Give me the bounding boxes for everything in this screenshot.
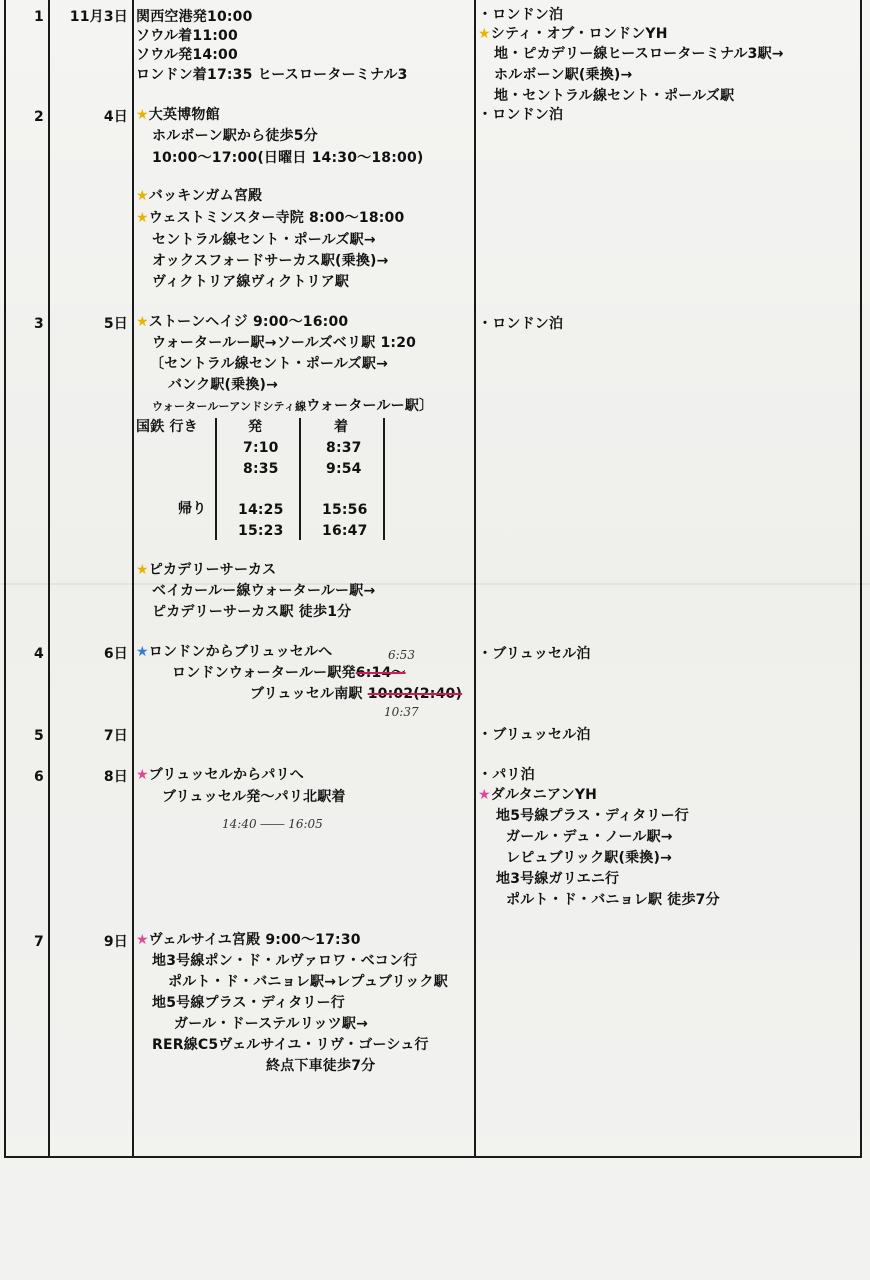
itinerary-line: ★ピカデリーサーカス <box>136 562 277 578</box>
timetable-label: 国鉄 行き <box>136 419 198 435</box>
lodging-line: ・ブリュッセル泊 <box>478 727 591 743</box>
column-divider <box>132 0 134 1158</box>
itinerary-line: 10:00〜17:00(日曜日 14:30〜18:00) <box>152 150 424 166</box>
timetable-cell: 8:37 <box>326 440 362 456</box>
row-date: 5日 <box>103 316 128 332</box>
handwritten-note: 10:37 <box>384 705 419 719</box>
lodging-line: ・ロンドン泊 <box>478 7 564 23</box>
timetable-header-departure: 発 <box>248 419 263 435</box>
itinerary-line: ★ストーンヘイジ 9:00〜16:00 <box>136 314 349 330</box>
row-date: 4日 <box>103 109 128 125</box>
star-icon: ★ <box>136 107 149 123</box>
timetable-divider <box>215 418 217 540</box>
itinerary-line: ホルボーン駅から徒歩5分 <box>152 128 318 144</box>
timetable-cell: 16:47 <box>322 523 368 539</box>
timetable-cell: 8:35 <box>243 461 279 477</box>
star-icon: ★ <box>136 188 149 204</box>
lodging-line: ホルボーン駅(乗換)→ <box>494 67 633 83</box>
column-divider <box>474 0 476 1158</box>
itinerary-line: ヴィクトリア線ヴィクトリア駅 <box>152 274 350 290</box>
lodging-line: ・ロンドン泊 <box>478 107 564 123</box>
row-date: 6日 <box>103 646 128 662</box>
itinerary-line: ガール・ドーステルリッツ駅→ <box>174 1016 369 1032</box>
itinerary-line: ベイカールー線ウォータールー駅→ <box>152 583 376 599</box>
itinerary-line: ウォータールー駅→ソールズベリ駅 1:20 <box>152 335 417 351</box>
timetable-cell: 7:10 <box>243 440 279 456</box>
row-number: 5 <box>34 728 44 744</box>
row-number: 2 <box>34 109 44 125</box>
timetable-return-label: 帰り <box>178 501 207 517</box>
itinerary-line: ★ヴェルサイユ宮殿 9:00〜17:30 <box>136 932 361 948</box>
itinerary-line: 地3号線ポン・ド・ルヴァロワ・ベコン行 <box>152 953 418 969</box>
lodging-line: ・パリ泊 <box>478 767 535 783</box>
lodging-line: レピュブリック駅(乗換)→ <box>506 850 673 866</box>
handwritten-note: 14:40 ―― 16:05 <box>222 817 323 831</box>
column-divider <box>48 0 50 1158</box>
row-date: 8日 <box>103 769 128 785</box>
itinerary-line: バンク駅(乗換)→ <box>168 377 279 393</box>
itinerary-line: ピカデリーサーカス駅 徒歩1分 <box>152 604 352 620</box>
itinerary-line: ロンドン着17:35 ヒースローターミナル3 <box>136 67 408 83</box>
lodging-line: 地5号線プラス・ディタリー行 <box>496 808 690 824</box>
row-number: 6 <box>34 769 44 785</box>
itinerary-line: ★ロンドンからブリュッセルへ <box>136 644 333 660</box>
row-date: 7日 <box>103 728 128 744</box>
itinerary-line: ★ウェストミンスター寺院 8:00〜18:00 <box>136 210 405 226</box>
row-date: 9日 <box>103 934 128 950</box>
row-number: 4 <box>34 646 44 662</box>
itinerary-line: 地5号線プラス・ディタリー行 <box>152 995 346 1011</box>
timetable-cell: 15:23 <box>238 523 284 539</box>
itinerary-line: ウォータールーアンドシティ線ウォータールー駅〕 <box>152 398 434 414</box>
fold-crease <box>0 583 870 585</box>
itinerary-line: ★バッキンガム宮殿 <box>136 188 263 204</box>
itinerary-line: RER線C5ヴェルサイユ・リヴ・ゴーシュ行 <box>152 1037 429 1053</box>
itinerary-line: ★大英博物館 <box>136 107 220 123</box>
row-number: 3 <box>34 316 44 332</box>
star-icon: ★ <box>136 562 149 578</box>
table-border-bottom <box>4 1156 862 1158</box>
lodging-line: 地3号線ガリエニ行 <box>496 871 620 887</box>
timetable-divider <box>299 418 301 540</box>
timetable-header-arrival: 着 <box>334 419 349 435</box>
itinerary-line: ロンドンウォータールー駅発6:14〜 <box>172 665 406 681</box>
itinerary-line: ★ブリュッセルからパリへ <box>136 767 304 783</box>
timetable-divider <box>383 418 385 540</box>
lodging-line: ポルト・ド・バニョレ駅 徒歩7分 <box>506 892 720 908</box>
star-icon: ★ <box>136 210 149 226</box>
itinerary-line: 終点下車徒歩7分 <box>266 1058 376 1074</box>
itinerary-line: 関西空港発10:00 <box>136 9 253 25</box>
timetable-cell: 14:25 <box>238 502 284 518</box>
itinerary-line: ブリュッセル発〜パリ北駅着 <box>162 789 346 805</box>
itinerary-line: オックスフォードサーカス駅(乗換)→ <box>152 253 389 269</box>
itinerary-line: セントラル線セント・ポールズ駅→ <box>152 232 376 248</box>
lodging-line: ・ロンドン泊 <box>478 316 564 332</box>
star-icon: ★ <box>136 932 149 948</box>
itinerary-line: ソウル発14:00 <box>136 47 238 63</box>
timetable-cell: 9:54 <box>326 461 362 477</box>
table-border-right <box>860 0 862 1158</box>
lodging-line: ★シティ・オブ・ロンドンYH <box>478 26 668 42</box>
row-number: 1 <box>34 9 44 25</box>
star-icon: ★ <box>136 644 149 660</box>
lodging-line: ・ブリュッセル泊 <box>478 646 591 662</box>
itinerary-line: ソウル着11:00 <box>136 28 238 44</box>
star-icon: ★ <box>136 767 149 783</box>
star-icon: ★ <box>478 26 491 42</box>
itinerary-line: 〔セントラル線セント・ポールズ駅→ <box>150 356 389 372</box>
itinerary-line: ポルト・ド・バニョレ駅→レプュブリック駅 <box>168 974 448 990</box>
row-number: 7 <box>34 934 44 950</box>
timetable-cell: 15:56 <box>322 502 368 518</box>
itinerary-line: ブリュッセル南駅 10:02(2:40) <box>250 686 463 702</box>
handwritten-note: 6:53 <box>388 648 415 662</box>
lodging-line: ★ダルタニアンYH <box>478 787 598 803</box>
lodging-line: 地・ピカデリー線ヒースローターミナル3駅→ <box>494 46 784 62</box>
lodging-line: 地・セントラル線セント・ポールズ駅 <box>494 88 735 104</box>
lodging-line: ガール・デュ・ノール駅→ <box>506 829 673 845</box>
star-icon: ★ <box>136 314 149 330</box>
table-border-left <box>4 0 6 1158</box>
star-icon: ★ <box>478 787 491 803</box>
row-date: 11月3日 <box>69 9 128 25</box>
